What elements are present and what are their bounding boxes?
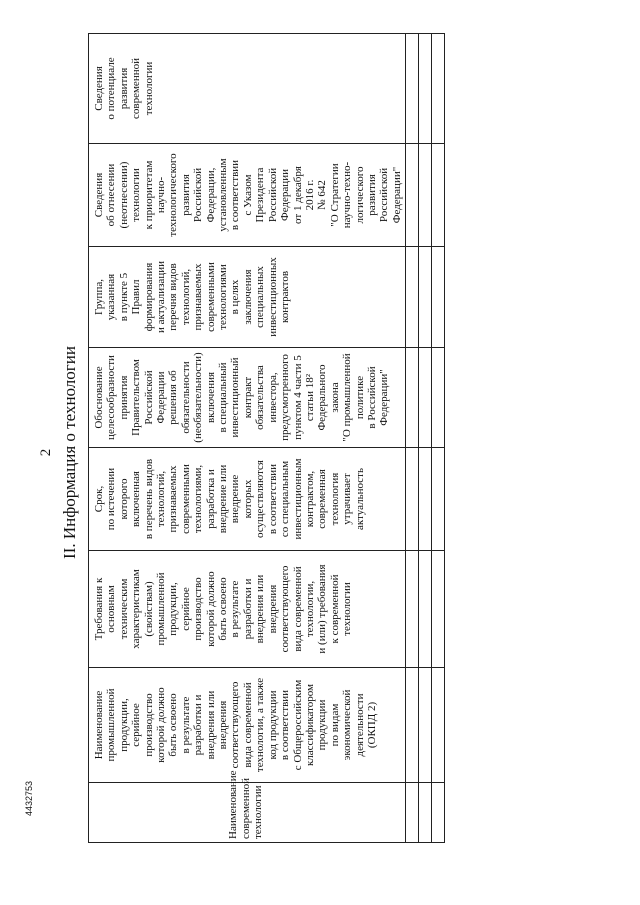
table-cell [419,34,432,144]
table-cell [406,783,419,843]
table-cell [406,668,419,783]
table-cell [406,551,419,668]
page-number: 2 [38,448,54,457]
header-cell: Сведения о потенциале развития современной технологии [89,34,406,144]
technology-info-table [88,33,445,843]
table-cell [419,247,432,348]
table-cell [432,247,445,348]
table-cell [419,668,432,783]
table-cell [419,348,432,448]
document-id: 4432753 [24,780,34,816]
table-cell [406,144,419,247]
table-cell [432,448,445,551]
header-cell: Сведения об отнесении (неотнесении) технологии к приоритетам научно- технологического развития Российской Федерации, установленным в соответствии с Указом Президента Российской Федерации от 1 декабря 2016 г. № 642 "О Стратегии научно-техно- логического развития Российской Федерации" [89,144,406,247]
table-cell [432,551,445,668]
header-cell: Обоснование целесообразности принятия Правительством Российской Федерации решения об обязательности (необязательности) включения в специальный инвестиционный контракт обязательства инвестора, предусмотренного пунктом 4 части 5 статьи 18² Федерального закона "О промышленной политике в Российской Федерации" [89,348,406,448]
header-cell: Требования к основным техническим характеристикам (свойствам) промышленной продукции, серийное производство которой должно быть освоено в результате разработки и внедрения или внедрения соответствующего вида современной технологии, и (или) требования к современной технологии [89,551,406,668]
table-cell [432,783,445,843]
table-cell [406,448,419,551]
table-row [406,34,419,843]
table-row [432,34,445,843]
table-cell [432,144,445,247]
table-header-row [89,34,406,843]
header-cell: Срок, по истечении которого включенная в перечень видов технологий, признаваемых современными технологиями, разработка и внедрение или внедрение которых осуществляются в соответствии со специальным инвестиционным контрактом, современная технология утрачивает актуальность [89,448,406,551]
table-cell [419,144,432,247]
section-title: II. Информация о технологии [60,346,79,559]
table-cell [432,668,445,783]
table-cell [432,34,445,144]
header-cell: Группа, указанная в пункте 5 Правил формирования и актуализации перечня видов технологий, признаваемых современными технологиями в целях заключения специальных инвестиционных контрактов [89,247,406,348]
table-row [419,34,432,843]
table-cell [419,551,432,668]
table-cell [419,783,432,843]
table-cell [432,348,445,448]
header-cell: Наименование промышленной продукции, серийное производство которой должно быть освоено в результате разработки и внедрения или внедрения соответствующего вида современной технологии, а также код продукции в соответствии с Общероссийским классификатором продукции по видам экономической деятельности (ОКПД 2) [89,668,406,783]
table-cell [406,34,419,144]
table-cell [406,247,419,348]
table-cell [406,348,419,448]
table-cell [419,448,432,551]
header-cell: Наименование современной технологии [89,783,406,843]
